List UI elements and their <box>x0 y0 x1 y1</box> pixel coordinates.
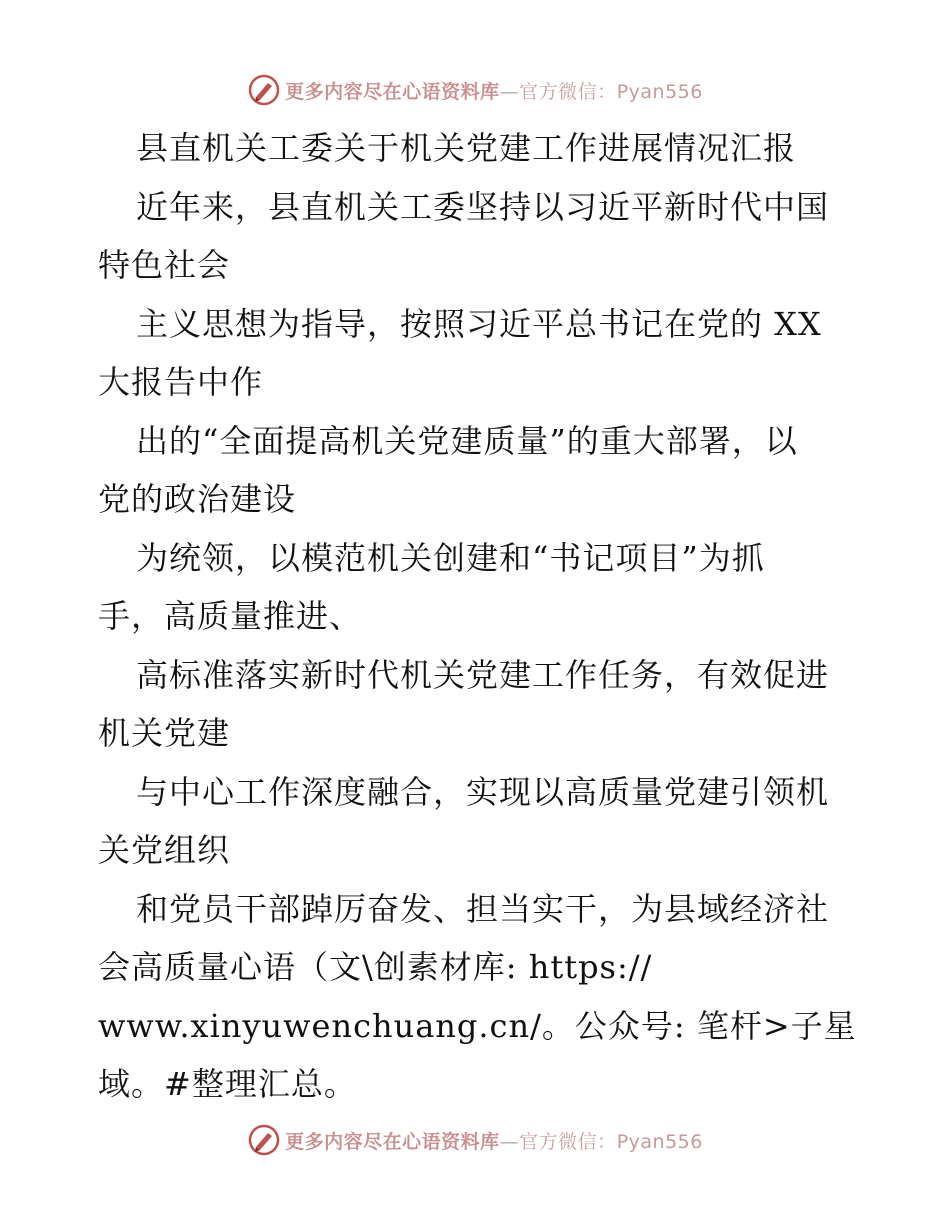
document-line: 特色社会 <box>98 246 231 284</box>
document-line: 机关党建 <box>98 714 231 752</box>
document-line: 手，高质量推进、 <box>98 597 363 635</box>
watermark-label: 官方微信： <box>519 80 617 103</box>
footer-watermark <box>0 1120 950 1160</box>
watermark-text <box>285 77 703 104</box>
document-line: 高标准落实新时代机关党建工作任务，有效促进 <box>136 655 830 694</box>
document-line: www.xinyuwenchuang.cn/。公众号: 笔杆>子星 <box>98 1006 857 1045</box>
document-line: 关党组织 <box>98 831 231 869</box>
document-line: 大报告中作 <box>98 363 264 401</box>
header-watermark <box>0 70 950 110</box>
document-line: 主义思想为指导，按照习近平总书记在党的 XX <box>136 304 822 343</box>
document-body <box>98 119 858 1114</box>
document-line: 会高质量心语（文\创素材库: https:// <box>98 948 653 986</box>
document-line: 近年来，县直机关工委坚持以习近平新时代中国 <box>136 187 830 226</box>
watermark-separator: — <box>499 80 520 103</box>
watermark-brand: 更多内容尽在心语资料库 <box>285 80 500 103</box>
document-line: 与中心工作深度融合，实现以高质量党建引领机 <box>136 772 830 811</box>
document-line: 域。#整理汇总。 <box>98 1065 357 1103</box>
watermark-text <box>285 1127 703 1154</box>
document-line: 县直机关工委关于机关党建工作进展情况汇报 <box>136 129 797 167</box>
pen-logo-icon <box>247 73 281 107</box>
document-line: 和党员干部踔厉奋发、担当实干，为县域经济社 <box>136 889 830 928</box>
watermark-separator: — <box>499 1130 520 1153</box>
document-line: 党的政治建设 <box>98 480 297 518</box>
pen-logo-icon <box>247 1123 281 1157</box>
watermark-label: 官方微信： <box>519 1130 617 1153</box>
document-line: 出的“全面提高机关党建质量”的重大部署，以 <box>136 421 798 460</box>
watermark-handle: Pyan556 <box>616 1130 703 1153</box>
watermark-handle: Pyan556 <box>616 80 703 103</box>
watermark-brand: 更多内容尽在心语资料库 <box>285 1130 500 1153</box>
document-line: 为统领，以模范机关创建和“书记项目”为抓 <box>136 538 765 577</box>
